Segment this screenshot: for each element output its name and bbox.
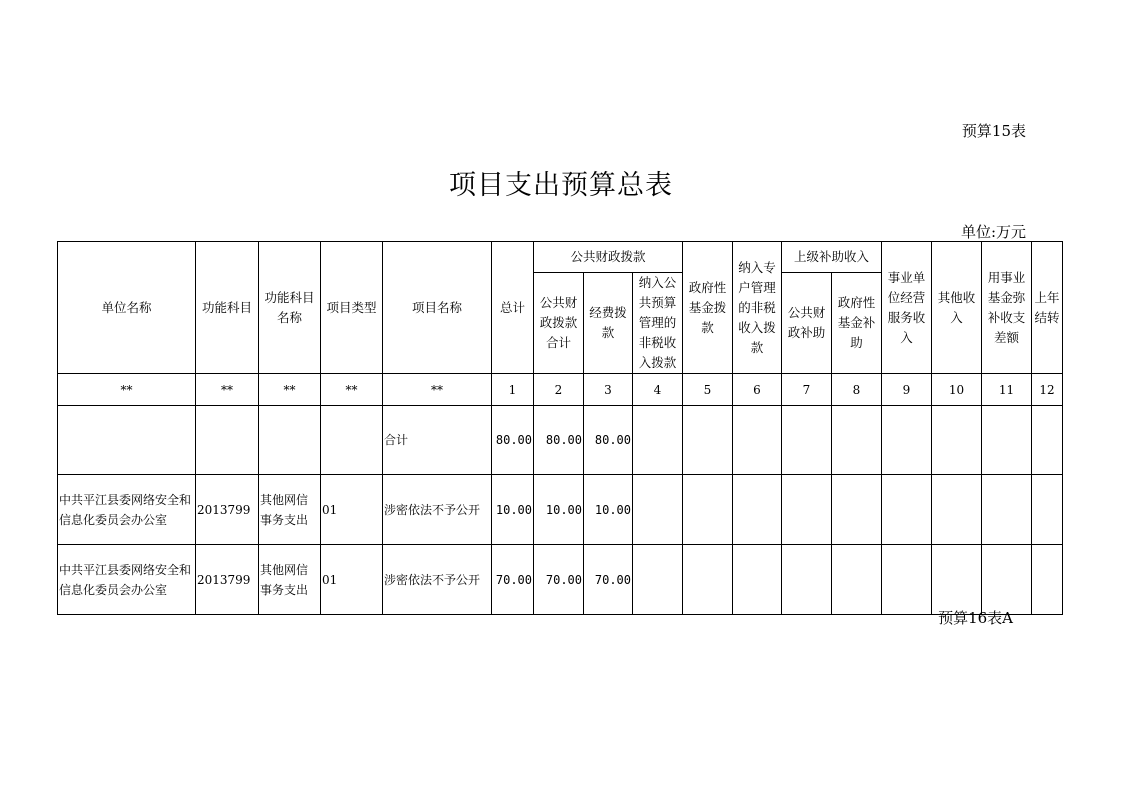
cell-func-code: 2013799	[196, 545, 259, 615]
empty-cell	[733, 406, 782, 475]
header-superior-subsidy-group: 上级补助收入	[782, 242, 882, 273]
header-public-finance-subsidy: 公共财政补助	[782, 273, 832, 374]
cell-total: 70.00	[492, 545, 534, 615]
empty-cell	[1032, 406, 1063, 475]
cell-pf-total: 80.00	[534, 406, 584, 475]
cell-unit	[58, 406, 196, 475]
index-cell: 7	[782, 374, 832, 406]
empty-cell	[982, 406, 1032, 475]
empty-cell	[932, 406, 982, 475]
empty-cell	[982, 475, 1032, 545]
header-project-type: 项目类型	[321, 242, 383, 374]
cell-type: 01	[321, 475, 383, 545]
empty-cell	[882, 406, 932, 475]
header-public-finance-group: 公共财政拨款	[534, 242, 683, 273]
cell-unit: 中共平江县委网络安全和信息化委员会办公室	[58, 475, 196, 545]
header-row-1	[58, 242, 1063, 273]
table-code: 预算15表	[961, 122, 1026, 140]
header-public-budget-nontax: 纳入公共预算管理的非税收入拨款	[633, 273, 683, 374]
empty-cell	[982, 545, 1032, 615]
header-funding-appropriation: 经费拨款	[584, 273, 633, 374]
cell-func-name	[259, 406, 321, 475]
index-cell: 9	[882, 374, 932, 406]
empty-cell	[932, 545, 982, 615]
index-cell: 10	[932, 374, 982, 406]
header-total: 总计	[492, 242, 534, 374]
index-cell: 5	[683, 374, 733, 406]
header-business-income: 事业单位经营服务收入	[882, 242, 932, 374]
index-cell: 3	[584, 374, 633, 406]
cell-total: 80.00	[492, 406, 534, 475]
header-special-account-nontax: 纳入专户管理的非税收入拨款	[733, 242, 782, 374]
index-cell: 6	[733, 374, 782, 406]
empty-cell	[683, 545, 733, 615]
header-func-subject-name: 功能科目名称	[259, 242, 321, 374]
budget-table	[57, 241, 1063, 615]
empty-cell	[832, 545, 882, 615]
empty-cell	[882, 475, 932, 545]
empty-cell	[1032, 545, 1063, 615]
empty-cell	[782, 545, 832, 615]
header-carryover: 上年结转	[1032, 242, 1063, 374]
index-cell: **	[58, 374, 196, 406]
index-cell: **	[383, 374, 492, 406]
table-row	[58, 475, 1063, 545]
empty-cell	[633, 406, 683, 475]
cell-total: 10.00	[492, 475, 534, 545]
index-cell: **	[321, 374, 383, 406]
cell-pf-total: 10.00	[534, 475, 584, 545]
footer-table-code: 预算16表A	[938, 609, 1013, 627]
empty-cell	[683, 406, 733, 475]
index-row	[58, 374, 1063, 406]
index-cell: 4	[633, 374, 683, 406]
cell-func-name: 其他网信事务支出	[259, 545, 321, 615]
empty-cell	[782, 406, 832, 475]
index-cell: **	[259, 374, 321, 406]
header-fund-balance-offset: 用事业基金弥补收支差额	[982, 242, 1032, 374]
header-unit-name: 单位名称	[58, 242, 196, 374]
header-gov-fund: 政府性基金拨款	[683, 242, 733, 374]
cell-funding: 10.00	[584, 475, 633, 545]
cell-funding: 70.00	[584, 545, 633, 615]
header-other-income: 其他收入	[932, 242, 982, 374]
cell-pf-total: 70.00	[534, 545, 584, 615]
empty-cell	[633, 545, 683, 615]
cell-project-name: 涉密依法不予公开	[383, 475, 492, 545]
table-row	[58, 406, 1063, 475]
index-cell: **	[196, 374, 259, 406]
index-cell: 1	[492, 374, 534, 406]
cell-type	[321, 406, 383, 475]
cell-func-code	[196, 406, 259, 475]
empty-cell	[683, 475, 733, 545]
empty-cell	[932, 475, 982, 545]
empty-cell	[733, 545, 782, 615]
cell-func-code: 2013799	[196, 475, 259, 545]
empty-cell	[782, 475, 832, 545]
empty-cell	[733, 475, 782, 545]
index-cell: 2	[534, 374, 584, 406]
cell-funding: 80.00	[584, 406, 633, 475]
page-title: 项目支出预算总表	[449, 170, 673, 201]
cell-unit: 中共平江县委网络安全和信息化委员会办公室	[58, 545, 196, 615]
index-cell: 11	[982, 374, 1032, 406]
cell-type: 01	[321, 545, 383, 615]
empty-cell	[832, 406, 882, 475]
header-func-subject: 功能科目	[196, 242, 259, 374]
empty-cell	[882, 545, 932, 615]
empty-cell	[832, 475, 882, 545]
index-cell: 8	[832, 374, 882, 406]
header-project-name: 项目名称	[383, 242, 492, 374]
cell-project-name: 涉密依法不予公开	[383, 545, 492, 615]
index-cell: 12	[1032, 374, 1063, 406]
header-public-finance-total: 公共财政拨款合计	[534, 273, 584, 374]
table-row	[58, 545, 1063, 615]
cell-func-name: 其他网信事务支出	[259, 475, 321, 545]
cell-project-name: 合计	[383, 406, 492, 475]
empty-cell	[1032, 475, 1063, 545]
unit-label: 单位:万元	[960, 223, 1026, 241]
empty-cell	[633, 475, 683, 545]
header-gov-fund-subsidy: 政府性基金补助	[832, 273, 882, 374]
